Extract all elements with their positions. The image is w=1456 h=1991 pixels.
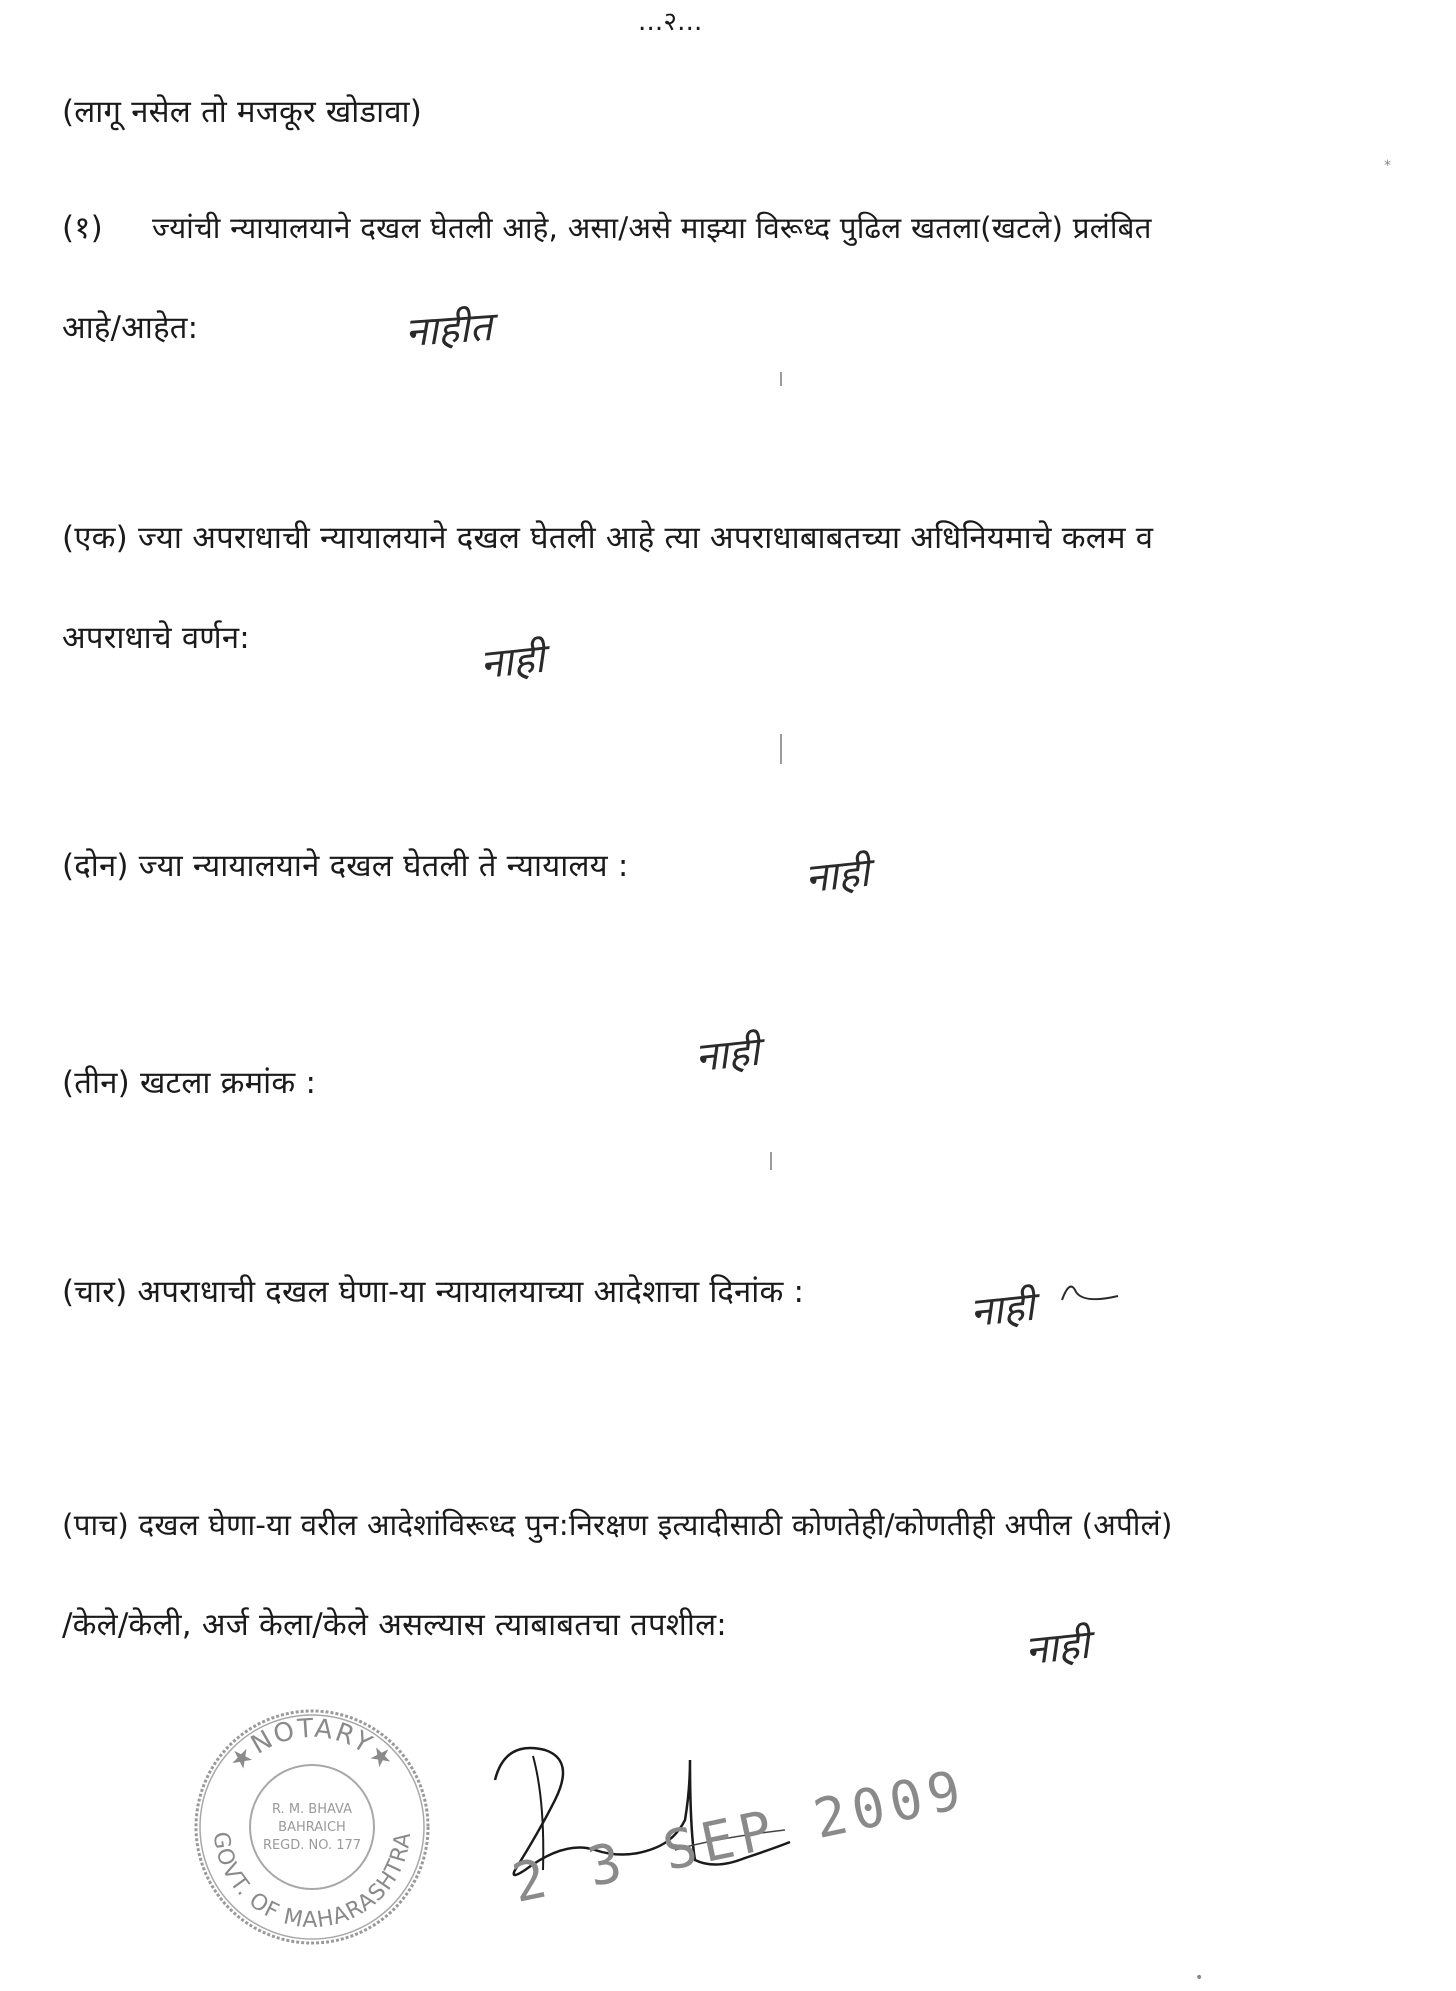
item-paach-line1: (पाच) दखल घेणा-या वरील आदेशांविरूध्द पुन:निरक्षण इत्यादीसाठी कोणतेही/कोणतीही अपील (अपीलं) — [62, 1508, 1173, 1542]
item-char-line1: (चार) अपराधाची दखल घेणा-या न्यायालयाच्या आदेशाचा दिनांक : — [62, 1274, 805, 1310]
item-ek-answer-handwritten: नाही — [478, 635, 547, 689]
item-paach-answer-handwritten: नाही — [1023, 1621, 1092, 1675]
notary-seal — [190, 1705, 435, 1950]
item-paach-line2: /केले/केली, अर्ज केला/केले असल्यास त्याबाबतचा तपशील: — [62, 1607, 727, 1643]
item-teen-answer-handwritten: नाही — [693, 1028, 762, 1082]
date-stamp: 2 3 SEP 2009 — [506, 1757, 973, 1915]
seal-line3: REGD. NO. 177 — [262, 1838, 362, 1853]
handwritten-flourish — [1060, 1270, 1120, 1310]
item-char-answer-handwritten: नाही — [968, 1283, 1037, 1337]
instruction-text: (लागू नसेल तो मजकूर खोडावा) — [62, 94, 423, 130]
q1-line2: आहे/आहेत: — [62, 310, 199, 346]
q1-answer-handwritten: नाहीत — [403, 304, 494, 356]
page-marker: ...२... — [638, 7, 703, 37]
q1-line1: ज्यांची न्यायालयाने दखल घेतली आहे, असा/असे माझ्या विरूध्द पुढिल खतला(खटले) प्रलंबित — [152, 211, 1152, 245]
q1-number: (१) — [62, 210, 103, 246]
seal-line2: BAHRAICH — [278, 1820, 346, 1835]
scan-speck: * — [1384, 158, 1391, 174]
item-ek-line1: (एक) ज्या अपराधाची न्यायालयाने दखल घेतली आहे त्या अपराधाबाबतच्या अधिनियमाचे कलम व — [62, 520, 1154, 556]
margin-tick — [780, 734, 782, 764]
margin-tick — [780, 372, 782, 386]
margin-tick — [770, 1152, 772, 1170]
item-don-answer-handwritten: नाही — [803, 849, 872, 903]
item-ek-line2: अपराधाचे वर्णन: — [62, 620, 250, 656]
svg-text:★NOTARY★ — [223, 1714, 401, 1778]
seal-top-text: ★NOTARY★ — [223, 1713, 401, 1778]
item-teen-line1: (तीन) खटला क्रमांक : — [62, 1065, 317, 1101]
scan-speck: • — [1195, 1970, 1204, 1986]
seal-line1: R. M. BHAVA — [271, 1802, 353, 1817]
item-don-line1: (दोन) ज्या न्यायालयाने दखल घेतली ते न्यायालय : — [62, 848, 629, 884]
seal-bottom-text: GOVT. OF MAHARASHTRA — [207, 1830, 417, 1934]
